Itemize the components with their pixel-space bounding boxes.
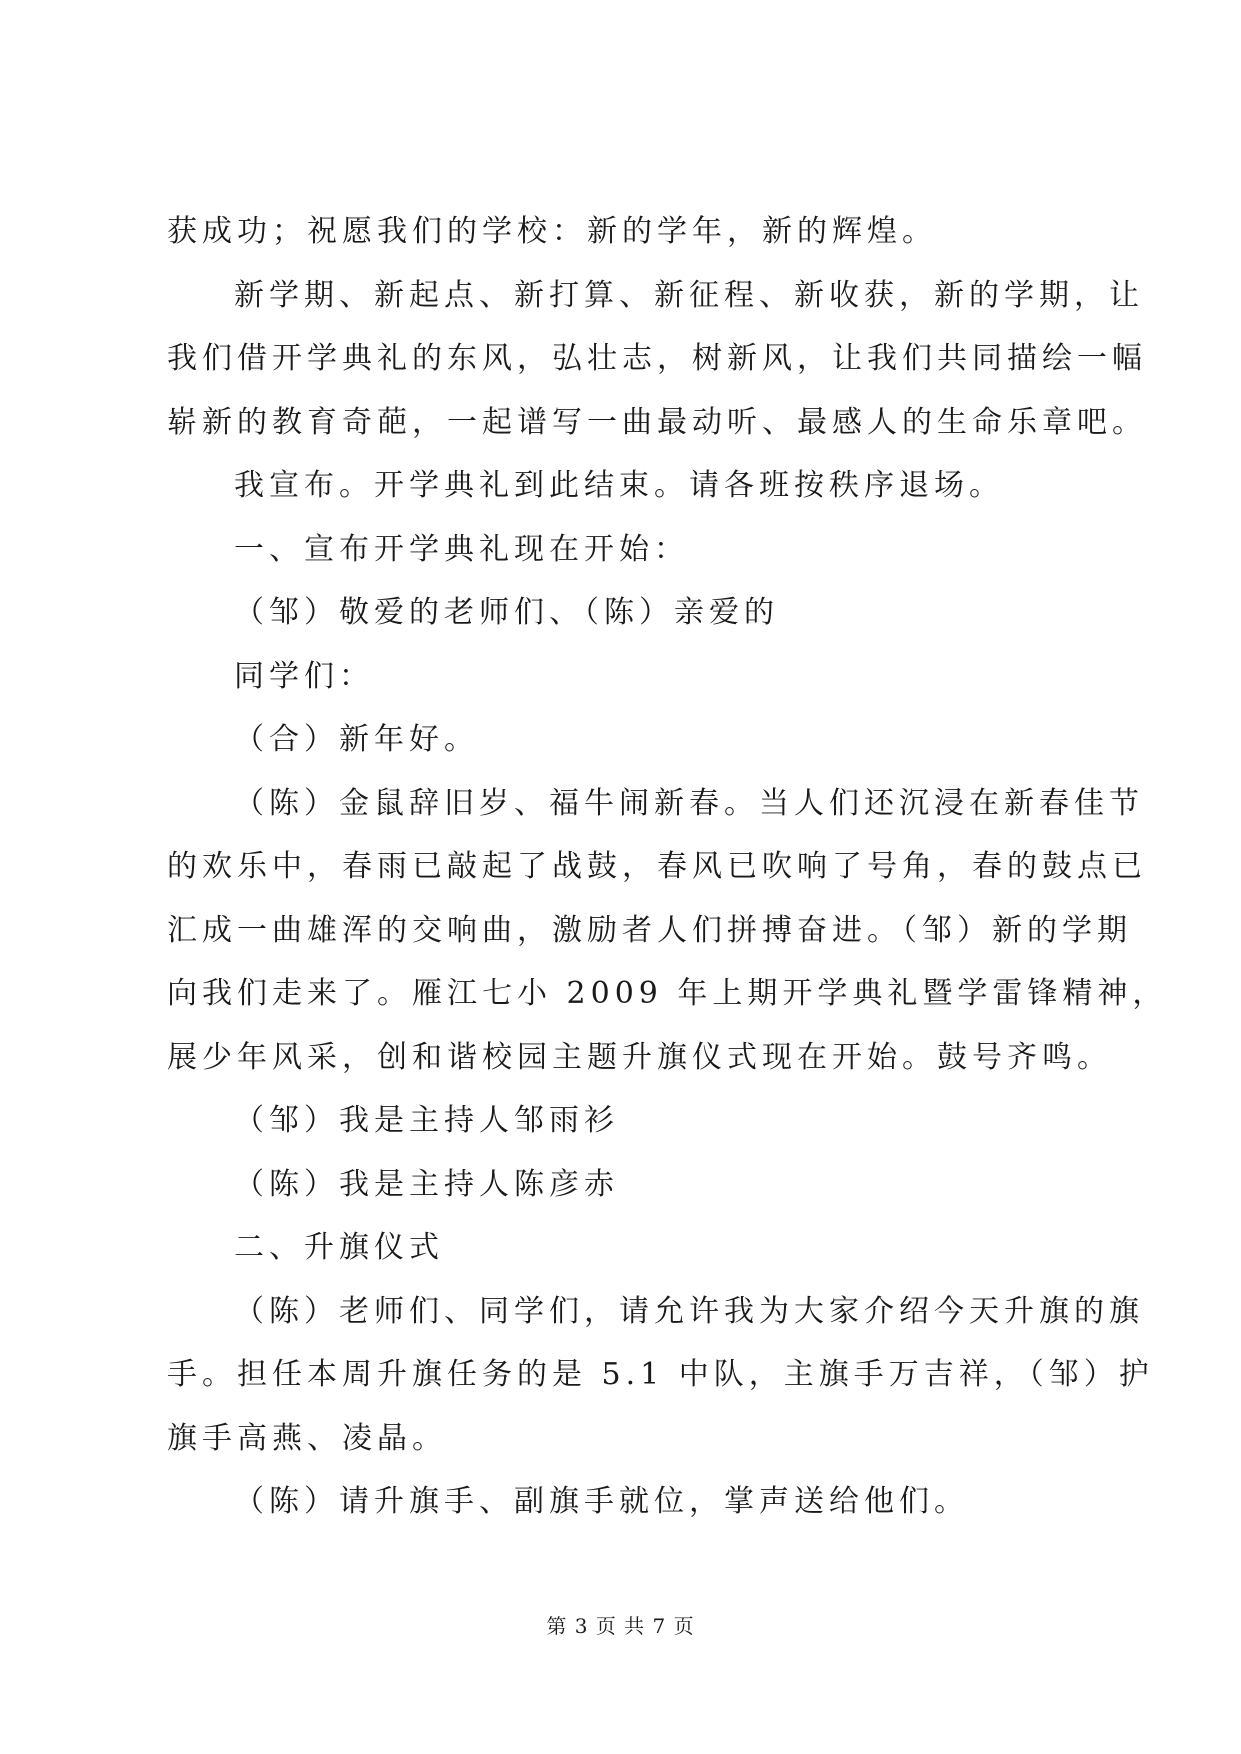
paragraph-line: （陈）请升旗手、副旗手就位，掌声送给他们。 (234, 1484, 969, 1519)
paragraph-line: 向我们走来了。雁江七小 2009 年上期开学典礼暨学雷锋精神， (167, 976, 1168, 1011)
document-body (167, 200, 1168, 1534)
paragraph-line: 我宣布。开学典礼到此结束。请各班按秩序退场。 (234, 468, 1004, 503)
paragraph-line: （合）新年好。 (234, 722, 479, 757)
section-heading: 二、升旗仪式 (234, 1230, 444, 1265)
paragraph-line: 的欢乐中，春雨已敲起了战鼓，春风已吹响了号角，春的鼓点已 (167, 849, 1147, 884)
paragraph-line: 汇成一曲雄浑的交响曲，激励者人们拼搏奋进。（邹）新的学期 (167, 912, 1132, 948)
paragraph-line: （邹）敬爱的老师们、（陈）亲爱的 (234, 595, 779, 630)
paragraph-line: 我们借开学典礼的东风，弘壮志，树新风，让我们共同描绘一幅 (167, 341, 1147, 376)
paragraph-line: （陈）我是主持人陈彦赤 (234, 1166, 619, 1202)
section-heading: 一、宣布开学典礼现在开始： (234, 531, 689, 567)
page-footer: 第 3 页 共 7 页 (546, 1614, 695, 1638)
paragraph-line: （陈）金鼠辞旧岁、福牛闹新春。当人们还沉浸在新春佳节 (234, 785, 1144, 821)
paragraph-line: 同学们： (234, 658, 374, 694)
paragraph-line: 崭新的教育奇葩，一起谱写一曲最动听、最感人的生命乐章吧。 (167, 404, 1147, 440)
paragraph-line: （邹）我是主持人邹雨衫 (234, 1103, 619, 1138)
paragraph-line: 手。担任本周升旗任务的是 5.1 中队，主旗手万吉祥，（邹）护 (167, 1357, 1154, 1392)
paragraph-line: 旗手高燕、凌晶。 (167, 1420, 447, 1456)
paragraph-line: 获成功；祝愿我们的学校：新的学年，新的辉煌。 (167, 214, 937, 249)
paragraph-line: 展少年风采，创和谐校园主题升旗仪式现在开始。鼓号齐鸣。 (167, 1039, 1112, 1075)
paragraph-line: 新学期、新起点、新打算、新征程、新收获，新的学期，让 (234, 277, 1144, 313)
paragraph-line: （陈）老师们、同学们，请允许我为大家介绍今天升旗的旗 (234, 1293, 1144, 1329)
